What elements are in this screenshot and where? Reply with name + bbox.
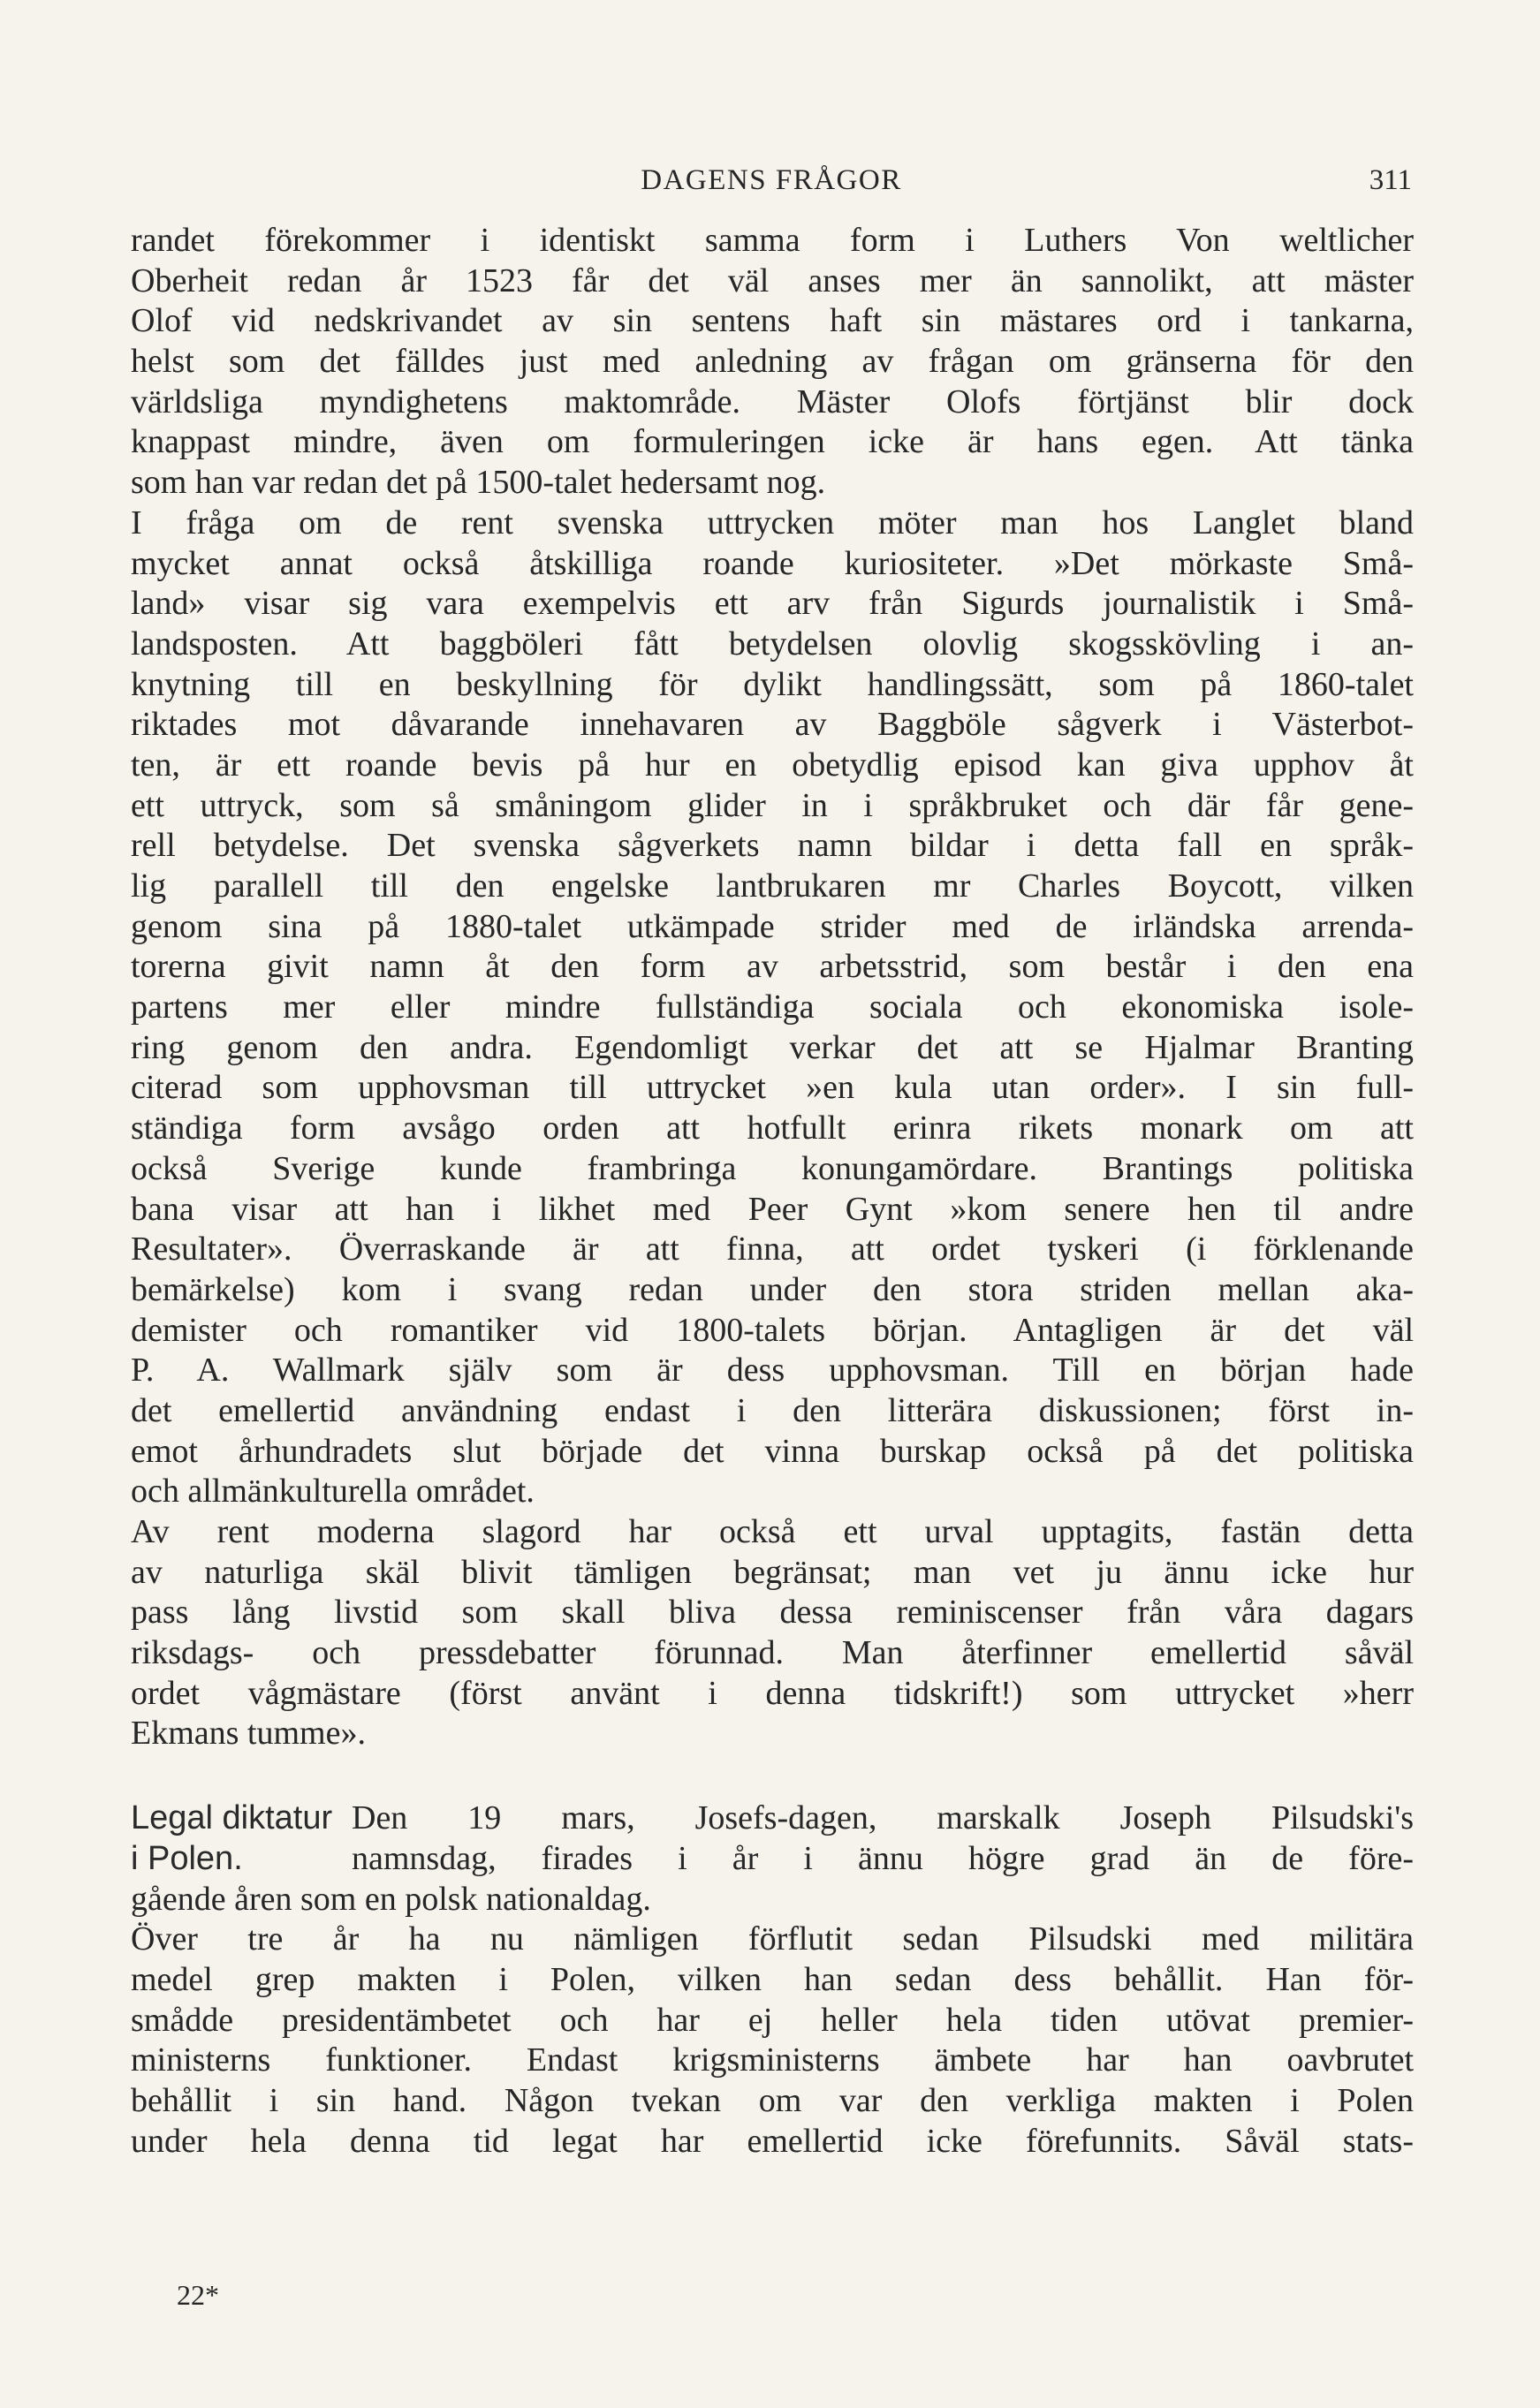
text-line: torerna givit namn åt den form av arbetsstrid, som består i den ena: [131, 948, 1414, 986]
text-line: demister och romantiker vid 1800-talets början. Antagligen är det väl: [131, 1311, 1414, 1349]
paragraph-3: [131, 1512, 1414, 1754]
body-text: [131, 221, 1414, 2162]
paragraph-1: [131, 221, 1414, 504]
text-line: medel grep makten i Polen, vilken han sedan dess behållit. Han för-: [131, 1960, 1414, 1998]
text-line: landsposten. Att baggböleri fått betydelsen olovlig skogsskövling i an-: [131, 625, 1414, 663]
text-line: världsliga myndighetens maktområde. Mäster Olofs förtjänst blir dock: [131, 382, 1414, 420]
text-line: det emellertid användning endast i den litterära diskussionen; först in-: [131, 1391, 1414, 1429]
text-line: bana visar att han i likhet med Peer Gynt »kom senere hen til andre: [131, 1190, 1414, 1228]
text-line: ring genom den andra. Egendomligt verkar det att se Hjalmar Branting: [131, 1028, 1414, 1066]
text-line: rell betydelse. Det svenska sågverkets namn bildar i detta fall en språk-: [131, 827, 1414, 865]
text-line: pass lång livstid som skall bliva dessa reminiscenser från våra dagars: [131, 1594, 1414, 1632]
text-line: lig parallell till den engelske lantbrukaren mr Charles Boycott, vilken: [131, 867, 1414, 905]
text-line: emot århundradets slut började det vinna burskap också på det politiska: [131, 1432, 1414, 1470]
side-title-line: i Polen.: [131, 1839, 243, 1877]
page-number: 311: [1369, 164, 1412, 196]
text-line: gående åren som en polsk nationaldag.: [131, 1880, 651, 1918]
text-line: namnsdag, firades i år i ännu högre grad än de före-: [352, 1839, 1414, 1877]
text-line: och allmänkulturella området.: [131, 1473, 535, 1511]
section-first-lines: [352, 1798, 1414, 1879]
side-title-line: Legal diktatur: [131, 1799, 333, 1837]
text-line: Av rent moderna slagord har också ett urval upptagits, fastän detta: [131, 1513, 1414, 1550]
section-gap: [131, 1754, 1414, 1798]
text-line: bemärkelse) kom i svang redan under den stora striden mellan aka-: [131, 1270, 1414, 1308]
text-line: ett uttryck, som så småningom glider in i språkbruket och där får gene-: [131, 786, 1414, 824]
text-line: partens mer eller mindre fullständiga sociala och ekonomiska isole-: [131, 988, 1414, 1026]
text-line: Resultater». Överraskande är att finna, att ordet tyskeri (i förklenande: [131, 1231, 1414, 1268]
text-line: Olof vid nedskrivandet av sin sentens haft sin mästares ord i tankarna,: [131, 302, 1414, 340]
text-line: P. A. Wallmark själv som är dess upphovsman. Till en början hade: [131, 1352, 1414, 1390]
section-heading-block: [131, 1798, 1414, 1879]
page-header: [131, 164, 1412, 208]
running-head: DAGENS FRÅGOR: [641, 164, 902, 196]
text-line: knytning till en beskyllning för dylikt handlingssätt, som på 1860-talet: [131, 665, 1414, 703]
signature-mark: 22*: [177, 2279, 219, 2311]
text-line: under hela denna tid legat har emellertid icke förefunnits. Såväl stats-: [131, 2122, 1414, 2160]
text-line: citerad som upphovsman till uttrycket »en kula utan order». I sin full-: [131, 1069, 1414, 1107]
section-paragraph-1-rest: [131, 1880, 1414, 1920]
text-line: ministerns funktioner. Endast krigsministerns ämbete har han oavbrutet: [131, 2041, 1414, 2079]
text-line: ten, är ett roande bevis på hur en obetydlig episod kan giva upphov åt: [131, 746, 1414, 784]
text-line: också Sverige kunde frambringa konungamördare. Brantings politiska: [131, 1149, 1414, 1187]
text-line: ständiga form avsågo orden att hotfullt erinra rikets monark om att: [131, 1109, 1414, 1147]
text-line: riktades mot dåvarande innehavaren av Baggböle sågverk i Västerbot-: [131, 706, 1414, 744]
text-line: helst som det fälldes just med anledning av frågan om gränserna för den: [131, 343, 1414, 381]
section-paragraph-2: [131, 1920, 1414, 2162]
text-line: I fråga om de rent svenska uttrycken möter man hos Langlet bland: [131, 504, 1414, 541]
text-line: genom sina på 1880-talet utkämpade strider med de irländska arrenda-: [131, 907, 1414, 945]
paragraph-2: [131, 504, 1414, 1512]
text-line: Den 19 mars, Josefs-dagen, marskalk Joseph Pilsudski's: [352, 1799, 1414, 1837]
text-line: randet förekommer i identiskt samma form i Luthers Von weltlicher: [131, 222, 1414, 259]
text-line: behållit i sin hand. Någon tvekan om var den verkliga makten i Polen: [131, 2081, 1414, 2119]
text-line: mycket annat också åtskilliga roande kuriositeter. »Det mörkaste Små-: [131, 544, 1414, 582]
text-line: knappast mindre, även om formuleringen icke är hans egen. Att tänka: [131, 423, 1414, 461]
text-line: Ekmans tumme».: [131, 1715, 366, 1753]
text-line: som han var redan det på 1500-talet hedersamt nog.: [131, 464, 826, 502]
text-line: ordet vågmästare (först använt i denna tidskrift!) som uttrycket »herr: [131, 1674, 1414, 1712]
text-line: riksdags- och pressdebatter förunnad. Man återfinner emellertid såväl: [131, 1634, 1414, 1672]
text-line: smådde presidentämbetet och har ej heller hela tiden utövat premier-: [131, 2001, 1414, 2039]
text-line: av naturliga skäl blivit tämligen begränsat; man vet ju ännu icke hur: [131, 1553, 1414, 1591]
section-side-title: [131, 1798, 360, 1879]
text-line: Över tre år ha nu nämligen förflutit sedan Pilsudski med militära: [131, 1920, 1414, 1958]
text-line: Oberheit redan år 1523 får det väl anses mer än sannolikt, att mäster: [131, 261, 1414, 299]
text-line: land» visar sig vara exempelvis ett arv från Sigurds journalistik i Små-: [131, 585, 1414, 623]
